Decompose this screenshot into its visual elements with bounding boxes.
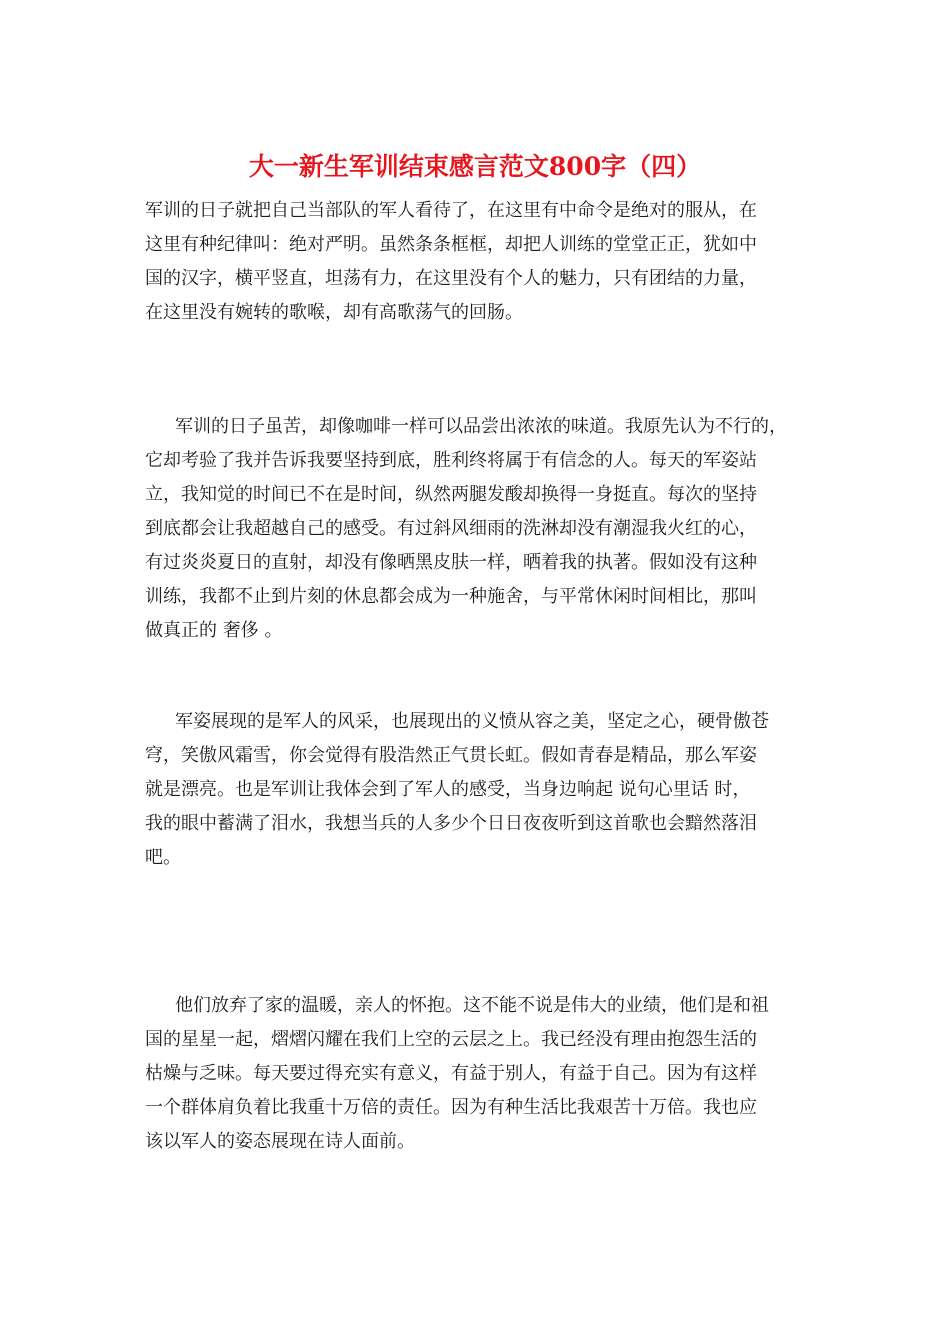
paragraph-2 — [145, 410, 825, 648]
paragraph-line: 我的眼中蓄满了泪水，我想当兵的人多少个日日夜夜听到这首歌也会黯然落泪 — [145, 813, 757, 834]
paragraph-line: 吧。 — [145, 847, 181, 868]
paragraph-line: 做真正的 奢侈 。 — [145, 620, 283, 641]
paragraph-line: 立，我知觉的时间已不在是时间，纵然两腿发酸却换得一身挺直。每次的坚持 — [145, 484, 757, 505]
paragraph-line: 训练，我都不止到片刻的休息都会成为一种施舍，与平常休闲时间相比，那叫 — [145, 586, 757, 607]
paragraph-4 — [145, 989, 825, 1159]
paragraph-line: 有过炎炎夏日的直射，却没有像晒黑皮肤一样，晒着我的执著。假如没有这种 — [145, 552, 757, 573]
paragraph-line: 它却考验了我并告诉我要坚持到底，胜利终将属于有信念的人。每天的军姿站 — [145, 450, 757, 471]
paragraph-line: 这里有种纪律叫：绝对严明。虽然条条框框，却把人训练的堂堂正正，犹如中 — [145, 234, 757, 255]
paragraph-line: 军训的日子虽苦，却像咖啡一样可以品尝出浓浓的味道。我原先认为不行的， — [175, 416, 787, 437]
paragraph-line: 穹，笑傲风霜雪，你会觉得有股浩然正气贯长虹。假如青春是精品，那么军姿 — [145, 745, 757, 766]
paragraph-line: 枯燥与乏味。每天要过得充实有意义，有益于别人，有益于自己。因为有这样 — [145, 1063, 757, 1084]
paragraph-line: 国的汉字，横平竖直，坦荡有力，在这里没有个人的魅力，只有团结的力量， — [145, 268, 757, 289]
paragraph-line: 军姿展现的是军人的风采，也展现出的义愤从容之美，坚定之心，硬骨傲苍 — [175, 711, 769, 732]
paragraph-line: 在这里没有婉转的歌喉，却有高歌荡气的回肠。 — [145, 302, 523, 323]
paragraph-line: 国的星星一起，熠熠闪耀在我们上空的云层之上。我已经没有理由抱怨生活的 — [145, 1029, 757, 1050]
paragraph-line: 军训的日子就把自己当部队的军人看待了，在这里有中命令是绝对的服从，在 — [145, 200, 757, 221]
paragraph-1 — [145, 194, 825, 330]
paragraph-line: 该以军人的姿态展现在诗人面前。 — [145, 1131, 415, 1152]
paragraph-line: 就是漂亮。也是军训让我体会到了军人的感受，当身边响起 说句心里话 时， — [145, 779, 751, 800]
paragraph-line: 他们放弃了家的温暖，亲人的怀抱。这不能不说是伟大的业绩，他们是和祖 — [175, 995, 769, 1016]
paragraph-line: 到底都会让我超越自己的感受。有过斜风细雨的洗淋却没有潮湿我火红的心， — [145, 518, 757, 539]
paragraph-3 — [145, 705, 825, 875]
paragraph-line: 一个群体肩负着比我重十万倍的责任。因为有种生活比我艰苦十万倍。我也应 — [145, 1097, 757, 1118]
document-title: 大一新生军训结束感言范文800字（四） — [248, 152, 702, 181]
